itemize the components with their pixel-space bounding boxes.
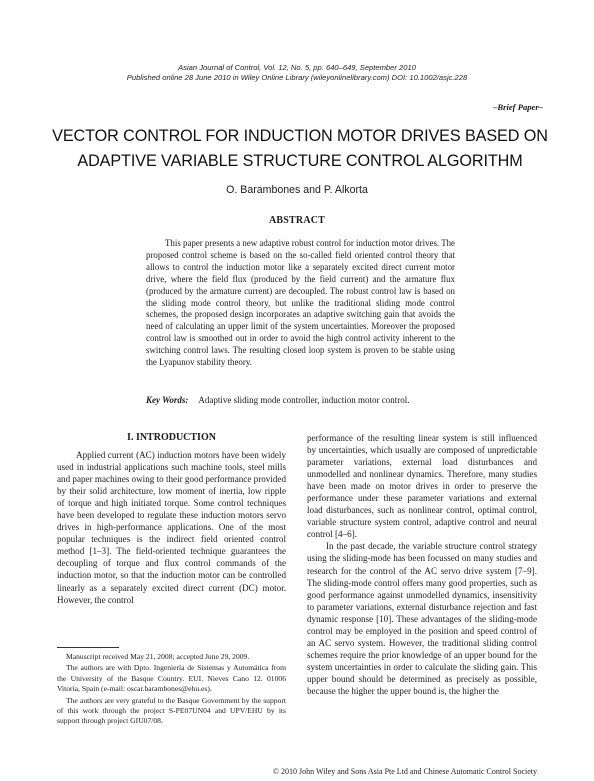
footnote-affiliation: The authors are with Dpto. Ingeniería de Sistemas y Automática from the University of the Basque Country. EUI. Nieves Cano 12. 01006 Vitoria, Spain (e-mail: oscar.barambones@ehu.es). (57, 663, 286, 694)
copyright-notice: © 2010 John Wiley and Sons Asia Pte Ltd and Chinese Automatic Control Society (272, 767, 537, 776)
journal-citation: Asian Journal of Control, Vol. 12, No. 5, pp. 640–649, September 2010 (178, 63, 416, 72)
keywords-label: Key Words: (146, 395, 189, 405)
right-column (307, 432, 537, 697)
paper-title (30, 124, 570, 174)
introduction-paragraph-1-continued: performance of the resulting linear system is still influenced by uncertainties, which usually are composed of unpredictable parameter variations, external load disturbances and unmodelled and nonlinear dynamics. Therefore, many studies have been made on motor drives in order to preserve the performance under these parameter variations and external load disturbances, such as nonlinear control, optimal control, variable structure system control, adaptive control and neural control [4–6]. (307, 433, 537, 540)
footnote-funding: The authors are very grateful to the Basque Government by the support of this work through the project S-PE07UN04 and UPV/EHU by its support through project GIU07/08. (57, 695, 286, 726)
abstract-heading: ABSTRACT (268, 215, 326, 226)
introduction-heading: I. INTRODUCTION (127, 432, 216, 443)
footnote-received: Manuscript received May 21, 2008; accepted June 29, 2009. (66, 652, 250, 661)
introduction-paragraph-1: Applied current (AC) induction motors have been widely used in industrial applications such machine tools, steel mills and paper machines owing to their good performance provided by their solid architecture, low moment of inertia, low ripple of torque and high initiated torque. Some control techniques have been developed to regulate these induction motors servo drives in high-performance applications. One of the most popular techniques is the indirect field oriented control method [1–3]. The field-oriented technique guarantees the decoupling of torque and flux control commands of the induction motor, so that the induction motor can be controlled linearly as a separately excited direct current (DC) motor. However, the control (57, 450, 286, 605)
publication-info: Published online 28 June 2010 in Wiley Online Library (wileyonlinelibrary.com) DOI: 10.1002/asjc.228 (126, 73, 468, 82)
keywords (146, 395, 466, 405)
left-column (57, 432, 286, 606)
footnote-divider (57, 647, 119, 648)
paper-title-line-1: VECTOR CONTROL FOR INDUCTION MOTOR DRIVES BASED ON (52, 127, 548, 145)
paper-title-line-2: ADAPTIVE VARIABLE STRUCTURE CONTROL ALGORITHM (77, 152, 523, 170)
introduction-paragraph-2: In the past decade, the variable structure control strategy using the sliding-mode has been focussed on many studies and research for the control of the AC servo drive system [7–9]. The sliding-mode control offers many good properties, such as good performance against unmodelled dynamics, insensitivity to parameter variations, external disturbance rejection and fast dynamic response [10]. These advantages of the sliding-mode control may be employed in the position and speed control of an AC servo system. However, the traditional sliding control schemes require the prior knowledge of an upper bound for the system uncertainties in order to calculate the sliding gain. This upper bound should be determined as precisely as possible, because the higher the upper bound is, the higher the (307, 541, 537, 696)
keywords-text: Adaptive sliding mode controller, induction motor control. (198, 395, 410, 405)
journal-header (0, 63, 594, 83)
footnotes (57, 652, 286, 727)
paper-type-label: –Brief Paper– (493, 102, 543, 112)
paper-authors: O. Barambones and P. Alkorta (226, 184, 368, 196)
abstract-text: This paper presents a new adaptive robust control for induction motor drives. The proposed control scheme is based on the so-called field oriented control theory that allows to control the induction motor like a separately excited direct current motor drive, where the field flux (produced by the field current) and the armature flux (produced by the armature current) are decoupled. The robust control law is based on the sliding mode control theory, but unlike the traditional sliding mode control schemes, the proposed design incorporates an adaptive switching gain that avoids the need of calculating an upper limit of the system uncertainties. Moreover the proposed control law is smoothed out in order to avoid the high control activity inherent to the switching control laws. The resulting closed loop system is proven to be stable using the Lyapunov stability theory. (146, 238, 455, 368)
